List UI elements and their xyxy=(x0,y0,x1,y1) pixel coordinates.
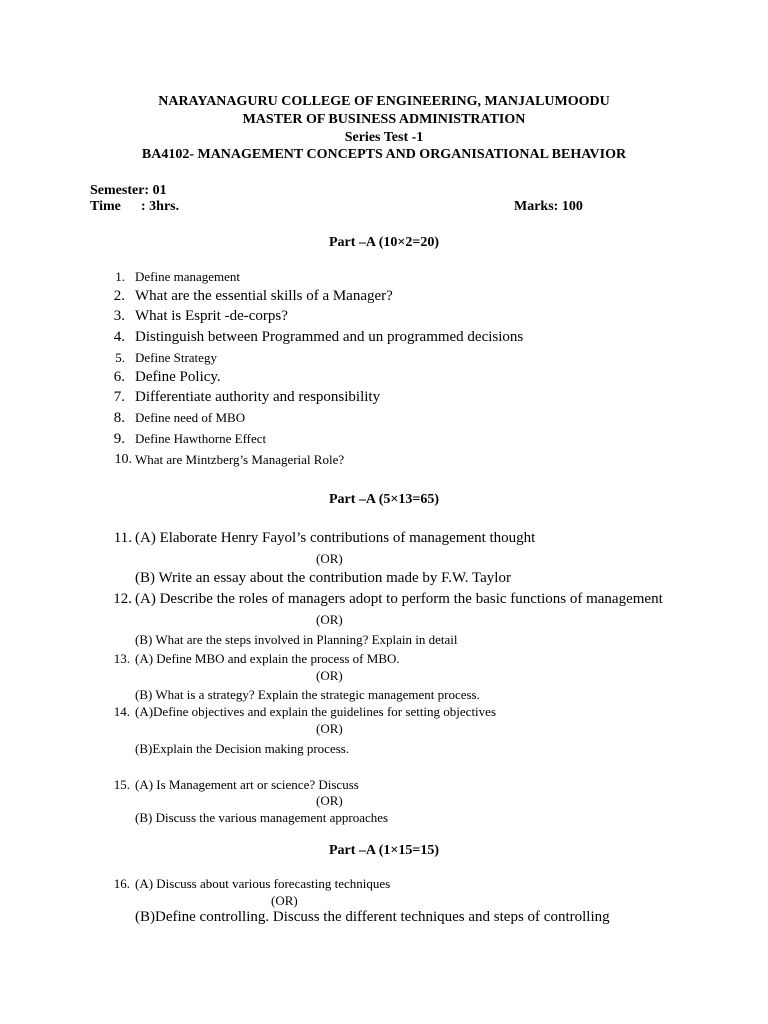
or-separator: (OR) xyxy=(316,793,343,808)
question-text: Define Hawthorne Effect xyxy=(135,431,267,446)
college-name: NARAYANAGURU COLLEGE OF ENGINEERING, MANJALUMOODU xyxy=(158,94,610,109)
question-text: (A) Discuss about various forecasting techniques xyxy=(135,876,391,891)
question-number: 16. xyxy=(113,876,130,891)
question-text: What are Mintzberg’s Managerial Role? xyxy=(135,452,345,467)
question-text: Define Policy. xyxy=(135,369,221,385)
question-text: Define Strategy xyxy=(135,350,217,365)
question-number: 2. xyxy=(113,288,125,304)
question-number: 3. xyxy=(113,308,125,324)
question-11b: (B) Write an essay about the contribution made by F.W. Taylor xyxy=(135,570,511,586)
question-number: 12. xyxy=(113,591,132,607)
question-text: Differentiate authority and responsibility xyxy=(135,389,381,405)
program-name: MASTER OF BUSINESS ADMINISTRATION xyxy=(242,112,526,127)
question-number: 5. xyxy=(115,350,125,365)
time-value: : 3hrs. xyxy=(141,199,180,214)
question-number: 10. xyxy=(114,452,132,467)
or-separator: (OR) xyxy=(316,721,343,736)
or-separator: (OR) xyxy=(316,668,343,683)
question-13b: (B) What is a strategy? Explain the strategic management process. xyxy=(135,687,480,702)
question-text: What are the essential skills of a Manager? xyxy=(135,288,393,304)
question-12b: (B) What are the steps involved in Planning? Explain in detail xyxy=(135,632,458,647)
question-number: 1. xyxy=(115,269,125,284)
or-separator: (OR) xyxy=(316,551,343,566)
test-name: Series Test -1 xyxy=(344,130,424,145)
question-text: What is Esprit -de-corps? xyxy=(135,308,288,324)
question-text: Distinguish between Programmed and un programmed decisions xyxy=(135,329,524,345)
question-number: 4. xyxy=(113,329,125,345)
question-number: 8. xyxy=(113,410,125,426)
question-text: (A) Define MBO and explain the process of MBO. xyxy=(135,651,400,666)
question-text: Define need of MBO xyxy=(135,410,246,425)
question-number: 9. xyxy=(113,431,125,447)
question-text: (A) Elaborate Henry Fayol’s contributions of management thought xyxy=(135,530,536,546)
semester: Semester: 01 xyxy=(90,183,167,198)
question-number: 6. xyxy=(113,369,125,385)
question-number: 13. xyxy=(113,651,130,666)
time-label: Time xyxy=(90,199,121,214)
question-number: 15. xyxy=(113,777,130,792)
part3-title: Part –A (1×15=15) xyxy=(328,843,440,858)
or-separator: (OR) xyxy=(271,893,298,908)
question-number: 14. xyxy=(113,704,130,719)
question-number: 7. xyxy=(113,389,125,405)
course-title: BA4102- MANAGEMENT CONCEPTS AND ORGANISATIONAL BEHAVIOR xyxy=(141,147,627,162)
question-text: (A) Is Management art or science? Discuss xyxy=(135,777,359,792)
question-text: (A)Define objectives and explain the guidelines for setting objectives xyxy=(135,704,496,719)
question-15b: (B) Discuss the various management approaches xyxy=(135,810,389,825)
question-text: Define management xyxy=(135,269,241,284)
or-separator: (OR) xyxy=(316,612,343,627)
question-text: (A) Describe the roles of managers adopt to perform the basic functions of management xyxy=(135,591,663,607)
question-14b: (B)Explain the Decision making process. xyxy=(135,741,350,756)
part1-title: Part –A (10×2=20) xyxy=(328,235,440,250)
question-number: 11. xyxy=(113,530,132,546)
part2-title: Part –A (5×13=65) xyxy=(328,492,440,507)
question-16b: (B)Define controlling. Discuss the different techniques and steps of controlling xyxy=(135,909,610,925)
marks: Marks: 100 xyxy=(514,199,583,214)
